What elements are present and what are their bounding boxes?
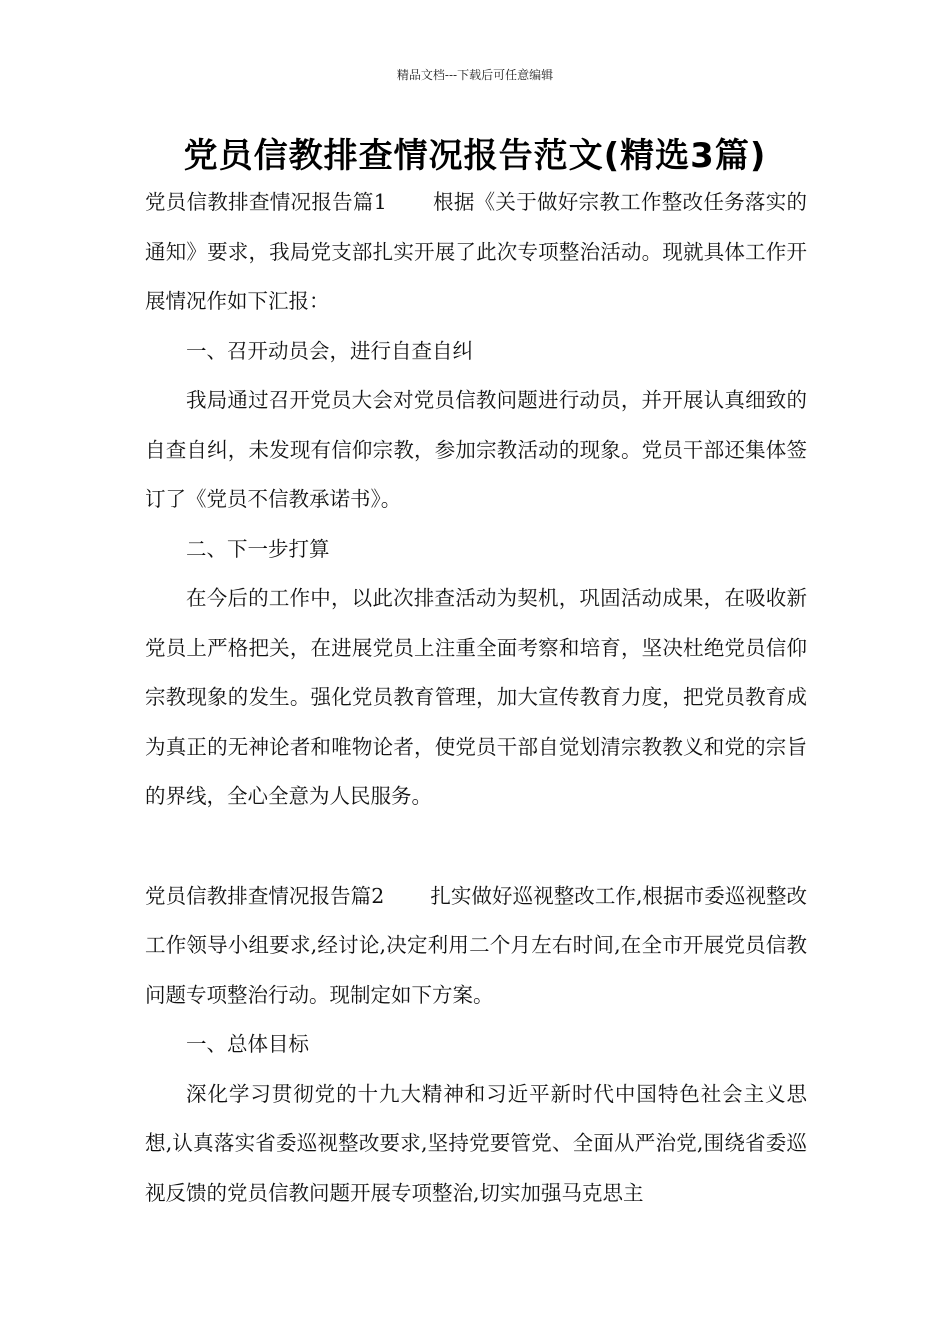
article2-intro-paragraph <box>145 872 807 1021</box>
article2-heading-1: 一、总体目标 <box>186 1032 309 1056</box>
article2-lead: 党员信教排查情况报告篇2 <box>145 883 385 908</box>
article1-paragraph-2: 在今后的工作中，以此次排查活动为契机，巩固活动成果，在吸收新党员上严格把关，在进展党员上注重全面考察和培育，坚决杜绝党员信仰宗教现象的发生。强化党员教育管理，加大宣传教育力度，把党员教育成为真正的无神论者和唯物论者，使党员干部自觉划清宗教教义和党的宗旨的界线，全心全意为人民服务。 <box>145 586 807 808</box>
article1-intro: 根据《关于做好宗教工作整改任务落实的通知》要求，我局党支部扎实开展了此次专项整治活动。现就具体工作开展情况作如下汇报： <box>145 190 807 313</box>
document-title: 党员信教排查情况报告范文(精选3篇) <box>183 136 767 176</box>
document-body <box>145 178 807 1218</box>
article1-intro-paragraph <box>145 178 807 327</box>
header-note: 精品文档---下载后可任意编辑 <box>396 68 554 82</box>
article1-heading-1: 一、召开动员会，进行自查自纠 <box>186 338 473 363</box>
article1-lead: 党员信教排查情况报告篇1 <box>145 190 387 214</box>
section-gap <box>145 822 807 872</box>
article1-heading-2: 二、下一步打算 <box>186 536 330 561</box>
article2-intro: 扎实做好巡视整改工作,根据市委巡视整改工作领导小组要求,经讨论,决定利用二个月左右时间,在全市开展党员信教问题专项整治行动。现制定如下方案。 <box>145 883 808 1007</box>
article2-paragraph-1: 深化学习贯彻党的十九大精神和习近平新时代中国特色社会主义思想,认真落实省委巡视整改要求,坚持党要管党、全面从严治党,围绕省委巡视反馈的党员信教问题开展专项整治,切实加强马克思主 <box>145 1081 807 1205</box>
article1-paragraph-1: 我局通过召开党员大会对党员信教问题进行动员，并开展认真细致的自查自纠，未发现有信仰宗教，参加宗教活动的现象。党员干部还集体签订了《党员不信教承诺书》。 <box>145 388 807 511</box>
